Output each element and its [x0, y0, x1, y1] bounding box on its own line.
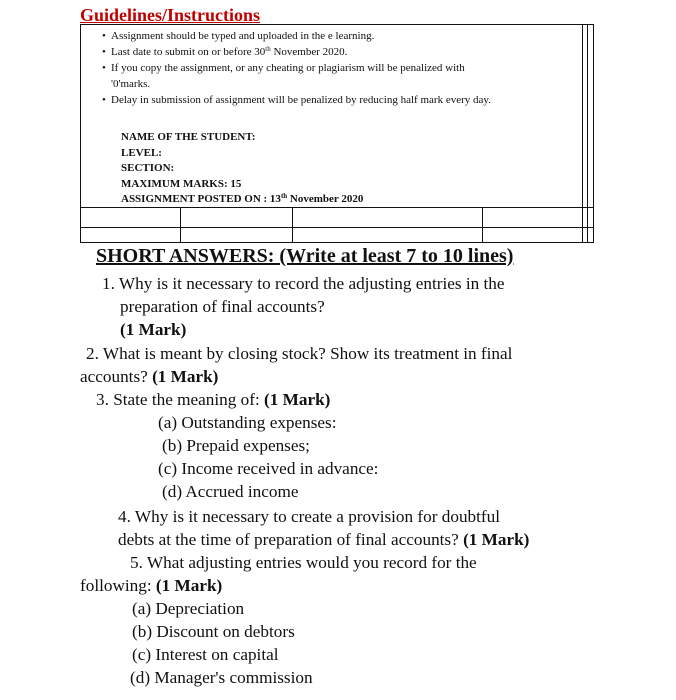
frame-right-border-3 [593, 25, 594, 243]
frame-right-border-1 [582, 25, 583, 243]
question-1-line-2: preparation of final accounts? [120, 297, 325, 316]
frame-left-border [80, 25, 81, 243]
posted-date-label: ASSIGNMENT POSTED ON : 13th November 2020 [121, 192, 364, 205]
question-2-line-2: accounts? (1 Mark) [80, 367, 219, 386]
frame-right-border-2 [587, 25, 588, 243]
guideline-item: • Delay in submission of assignment will be penalized by reducing half mark every day. [102, 92, 572, 108]
grid-col-3 [482, 207, 483, 243]
question-3-option-a: (a) Outstanding expenses: [158, 413, 337, 432]
guideline-item: • Last date to submit on or before 30th November 2020. [102, 44, 572, 60]
level-label: LEVEL: [121, 146, 162, 159]
guidelines-heading: Guidelines/Instructions [80, 5, 261, 25]
question-3-option-b: (b) Prepaid expenses; [162, 436, 310, 455]
question-5-option-b: (b) Discount on debtors [132, 622, 295, 641]
question-2-line-1: 2. What is meant by closing stock? Show its treatment in final [86, 344, 513, 363]
guideline-item: • If you copy the assignment, or any cheating or plagiarism will be penalized with '0'marks. [102, 60, 572, 92]
frame-divider-2 [80, 227, 594, 228]
guidelines-list [102, 28, 572, 108]
short-answers-title: SHORT ANSWERS: (Write at least 7 to 10 lines) [96, 245, 514, 267]
question-5-line-2: following: (1 Mark) [80, 576, 223, 595]
question-5-option-a: (a) Depreciation [132, 599, 245, 618]
question-1-mark: (1 Mark) [120, 320, 187, 339]
guideline-item: • Assignment should be typed and uploaded in the e learning. [102, 28, 572, 44]
grid-col-2 [292, 207, 293, 243]
question-3: 3. State the meaning of: (1 Mark) [96, 390, 331, 409]
student-details [121, 130, 363, 208]
question-4-line-2: debts at the time of preparation of final accounts? (1 Mark) [118, 530, 530, 549]
question-1-line-1: 1. Why is it necessary to record the adjusting entries in the [102, 274, 505, 293]
section-label: SECTION: [121, 162, 175, 174]
max-marks-label: MAXIMUM MARKS: 15 [121, 177, 242, 190]
frame-bottom-border [80, 242, 594, 243]
question-3-option-d: (d) Accrued income [162, 482, 299, 501]
question-5-option-d: (d) Manager's commission [130, 668, 313, 687]
question-4-line-1: 4. Why is it necessary to create a provision for doubtful [118, 507, 501, 526]
grid-col-1 [180, 207, 181, 243]
question-5-line-1: 5. What adjusting entries would you record for the [130, 553, 477, 572]
question-5-option-c: (c) Interest on capital [132, 645, 279, 664]
question-3-option-c: (c) Income received in advance: [158, 459, 379, 478]
student-name-label: NAME OF THE STUDENT: [121, 131, 256, 143]
